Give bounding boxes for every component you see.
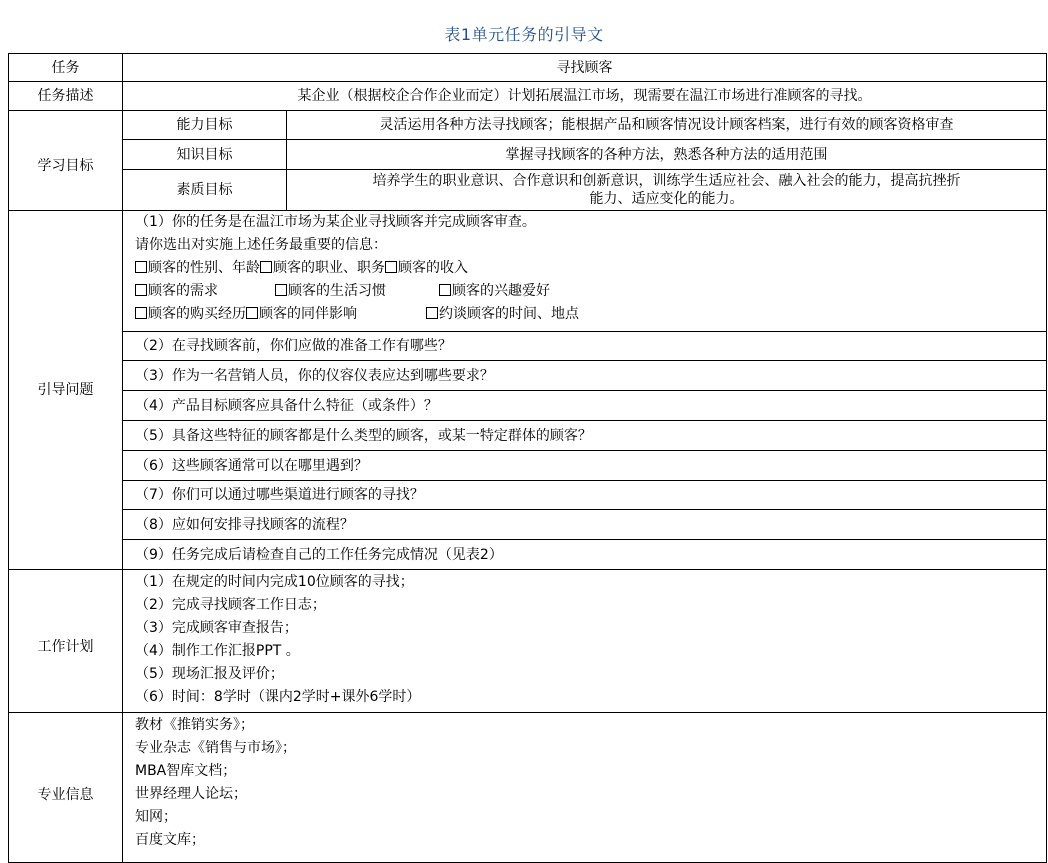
guide-row-q1 [9,211,1047,332]
guide-question: （9）任务完成后请检查自己的工作任务完成情况（见表2） [123,540,1047,570]
guide-question: （3）作为一名营销人员，你的仪容仪表应达到哪些要求？ [123,361,1047,391]
guide-row-q2 [9,332,1047,361]
guide-question: （6）这些顾客通常可以在哪里遇到？ [123,451,1047,481]
checkbox-row-1 [135,257,1040,280]
guide-label: 引导问题 [9,211,123,570]
info-item: 百度文库； [135,832,205,848]
guide-question: （5）具备这些特征的顾客都是什么类型的顾客，或某一特定群体的顾客？ [123,421,1047,451]
description-label: 任务描述 [9,82,123,111]
objective-knowledge-value: 掌握寻找顾客的各种方法，熟悉各种方法的适用范围 [287,140,1047,170]
guide-row-q6 [9,451,1047,481]
objective-quality-line1: 培养学生的职业意识、合作意识和创新意识，训练学生适应社会、融入社会的能力，提高抗挫折 [372,173,961,189]
guide-question: （2）在寻找顾客前，你们应做的准备工作有哪些？ [123,332,1047,361]
checkbox-label: 顾客的需求 [148,283,218,299]
checkbox[interactable] [135,261,147,273]
description-row [9,82,1047,111]
objective-quality-line2: 能力、适应变化的能力。 [589,191,744,207]
guide-question: （4）产品目标顾客应具备什么特征（或条件）？ [123,391,1047,421]
checkbox-row-2 [135,280,1040,303]
checkbox[interactable] [260,261,272,273]
checkbox[interactable] [246,307,258,319]
checkbox-label: 约谈顾客的时间、地点 [439,306,579,322]
checkbox-label: 顾客的收入 [398,260,468,276]
objective-knowledge-label: 知识目标 [123,140,287,170]
task-value: 寻找顾客 [123,54,1047,82]
info-list [123,713,1047,863]
checkbox[interactable] [135,284,147,296]
guide-question: （7）你们可以通过哪些渠道进行顾客的寻找？ [123,481,1047,510]
info-item: 专业杂志《销售与市场》； [135,740,296,756]
plan-item: （2）完成寻找顾客工作日志； [135,597,326,613]
info-row [9,713,1047,863]
task-label: 任务 [9,54,123,82]
guide-q1-prompt: 请你选出对实施上述任务最重要的信息： [135,237,387,253]
plan-item: （6）时间：8学时（课内2学时+课外6学时） [135,689,421,705]
checkbox-label: 顾客的职业、职务 [273,260,385,276]
info-item: MBA智库文档； [135,763,237,779]
plan-label: 工作计划 [9,570,123,713]
checkbox[interactable] [385,261,397,273]
guide-question: （8）应如何安排寻找顾客的流程？ [123,510,1047,540]
description-value: 某企业（根据校企合作企业而定）计划拓展温江市场，现需要在温江市场进行准顾客的寻找。 [123,82,1047,111]
checkbox-label: 顾客的性别、年龄 [148,260,260,276]
plan-item: （1）在规定的时间内完成10位顾客的寻找； [135,574,414,590]
checkbox[interactable] [135,307,147,319]
info-label: 专业信息 [9,713,123,863]
plan-item: （5）现场汇报及评价； [135,666,284,682]
objective-row-knowledge [9,140,1047,170]
checkbox-row-3 [135,303,1040,326]
plan-item: （4）制作工作汇报PPT 。 [135,643,300,659]
guide-row-q4 [9,391,1047,421]
guide-row-q3 [9,361,1047,391]
objective-row-quality [9,170,1047,211]
objective-quality-value [287,170,1047,211]
plan-row [9,570,1047,713]
objective-quality-label: 素质目标 [123,170,287,211]
guide-row-q8 [9,510,1047,540]
info-item: 知网； [135,809,177,825]
task-row [9,54,1047,82]
objectives-label: 学习目标 [9,111,123,211]
table-caption: 表1单元任务的引导文 [444,25,604,44]
info-item: 教材《推销实务》； [135,717,254,733]
plan-item: （3）完成顾客审查报告； [135,620,298,636]
checkbox-label: 顾客的同伴影响 [259,306,357,322]
objective-row-ability [9,111,1047,140]
guide-q1-cell [123,211,1047,332]
checkbox[interactable] [426,307,438,319]
checkbox[interactable] [275,284,287,296]
objective-ability-value: 灵活运用各种方法寻找顾客；能根据产品和顾客情况设计顾客档案，进行有效的顾客资格审查 [287,111,1047,140]
checkbox-label: 顾客的购买经历 [148,306,246,322]
guide-row-q5 [9,421,1047,451]
checkbox-label: 顾客的生活习惯 [288,283,386,299]
guide-table [8,53,1047,863]
info-item: 世界经理人论坛； [135,786,247,802]
objective-ability-label: 能力目标 [123,111,287,140]
plan-list [123,570,1047,713]
guide-q1-text: （1）你的任务是在温江市场为某企业寻找顾客并完成顾客审查。 [135,214,536,230]
guide-row-q9 [9,540,1047,570]
checkbox-label: 顾客的兴趣爱好 [452,283,550,299]
checkbox[interactable] [439,284,451,296]
guide-row-q7 [9,481,1047,510]
